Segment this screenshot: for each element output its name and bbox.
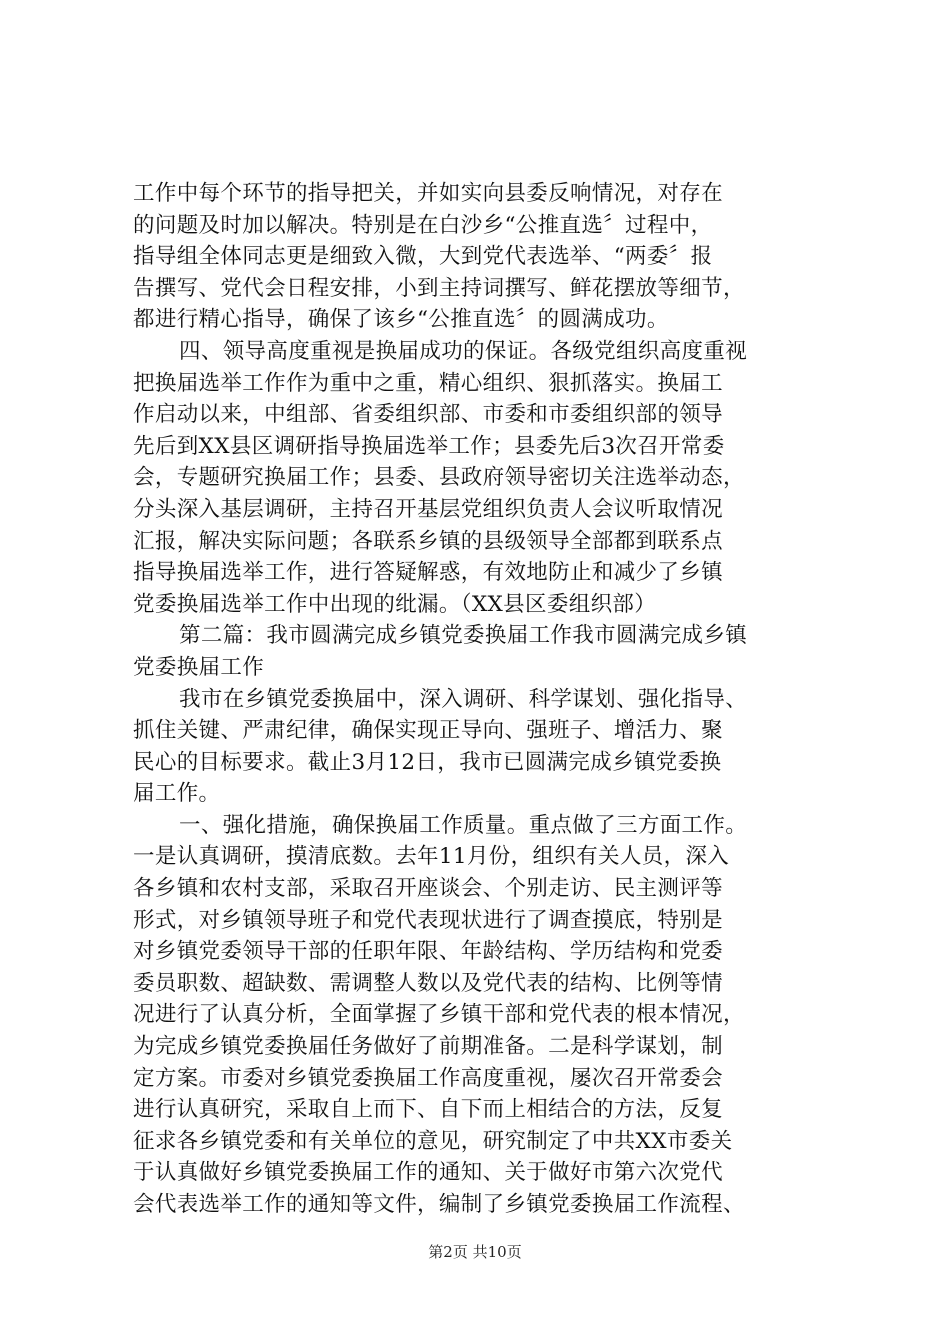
text-line: 进行认真研究，采取自上而下、自下而上相结合的方法，反复 bbox=[133, 1097, 723, 1123]
text-line: 一是认真调研，摸清底数。去年11月份，组织有关人员，深入 bbox=[133, 844, 730, 870]
text-line: 把换届选举工作作为重中之重，精心组织、狠抓落实。换届工 bbox=[133, 370, 723, 396]
text-line: 定方案。市委对乡镇党委换届工作高度重视，屡次召开常委会 bbox=[133, 1065, 723, 1091]
text-line: 会代表选举工作的通知等文件，编制了乡镇党委换届工作流程、 bbox=[133, 1192, 745, 1217]
text-line: 先后到XX县区调研指导换届选举工作；县委先后3次召开常委 bbox=[133, 433, 725, 459]
paragraph-start-line: 我市在乡镇党委换届中，深入调研、科学谋划、强化指导、 bbox=[179, 686, 748, 712]
text-line: 工作中每个环节的指导把关，并如实向县委反响情况，对存在 bbox=[133, 181, 723, 206]
page-number-footer: 第2页 共10页 bbox=[428, 1243, 522, 1261]
text-line: 指导换届选举工作，进行答疑解惑，有效地防止和减少了乡镇 bbox=[133, 560, 723, 586]
text-line: 届工作。 bbox=[133, 781, 221, 807]
text-line: 委员职数、超缺数、需调整人数以及党代表的结构、比例等情 bbox=[133, 970, 723, 996]
text-line: 的问题及时加以解决。特别是在白沙乡“公推直选〞过程中， bbox=[133, 212, 713, 238]
text-line: 形式，对乡镇领导班子和党代表现状进行了调查摸底，特别是 bbox=[133, 907, 723, 933]
paragraph-start-line: 一、强化措施，确保换届工作质量。重点做了三方面工作。 bbox=[179, 812, 748, 838]
section-heading-line: 党委换届工作 bbox=[133, 654, 265, 680]
text-line: 都进行精心指导，确保了该乡“公推直选〞的圆满成功。 bbox=[133, 307, 669, 333]
text-line: 分头深入基层调研，主持召开基层党组织负责人会议听取情况 bbox=[133, 496, 723, 522]
section-heading-line: 第二篇：我市圆满完成乡镇党委换届工作我市圆满完成乡镇 bbox=[179, 623, 748, 649]
text-line: 征求各乡镇党委和有关单位的意见，研究制定了中共XX市委关 bbox=[133, 1128, 733, 1154]
text-line: 为完成乡镇党委换届任务做好了前期准备。二是科学谋划，制 bbox=[133, 1034, 723, 1060]
text-line: 会，专题研究换届工作；县委、县政府领导密切关注选举动态， bbox=[133, 465, 745, 491]
text-line: 对乡镇党委领导干部的任职年限、年龄结构、学历结构和党委 bbox=[133, 939, 723, 965]
text-line: 指导组全体同志更是细致入微，大到党代表选举、“两委〞报 bbox=[133, 244, 713, 270]
text-line: 民心的目标要求。截止3月12日，我市已圆满完成乡镇党委换 bbox=[133, 749, 722, 775]
text-line: 汇报，解决实际问题；各联系乡镇的县级领导全部都到联系点 bbox=[133, 528, 723, 554]
text-line: 各乡镇和农村支部，采取召开座谈会、个别走访、民主测评等 bbox=[133, 876, 723, 902]
paragraph-start-line: 四、领导高度重视是换届成功的保证。各级党组织高度重视 bbox=[179, 338, 748, 364]
text-line: 况进行了认真分析，全面掌握了乡镇干部和党代表的根本情况， bbox=[133, 1002, 745, 1028]
text-line: 作启动以来，中组部、省委组织部、市委和市委组织部的领导 bbox=[133, 402, 723, 428]
text-line: 于认真做好乡镇党委换届工作的通知、关于做好市第六次党代 bbox=[133, 1160, 723, 1186]
text-line: 告撰写、党代会日程安排，小到主持词撰写、鲜花摆放等细节， bbox=[133, 275, 745, 301]
text-line: 抓住关键、严肃纪律，确保实现正导向、强班子、增活力、聚 bbox=[133, 718, 723, 744]
document-body bbox=[133, 178, 833, 1221]
text-line: 党委换届选举工作中出现的纰漏。（XX县区委组织部） bbox=[133, 591, 657, 617]
